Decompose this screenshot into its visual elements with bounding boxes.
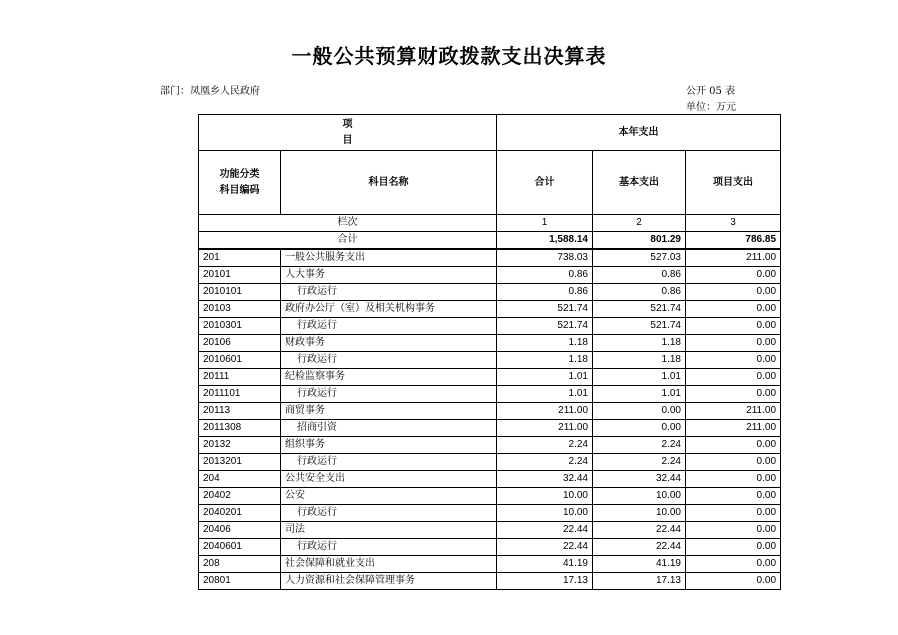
row-project: 0.00 [686,284,781,301]
row-basic: 0.00 [593,403,686,420]
func-code-header-line2: 科目编码 [219,184,260,196]
total-row-total: 1,588.14 [497,232,593,250]
table-row [199,556,781,573]
table-row [199,352,781,369]
row-name: 行政运行 [281,539,497,556]
row-project: 0.00 [686,471,781,488]
row-name: 政府办公厅（室）及相关机构事务 [281,301,497,318]
column-number-3: 3 [686,215,781,232]
table-row [199,437,781,454]
column-number-row [199,215,781,232]
row-project: 0.00 [686,437,781,454]
table-row [199,386,781,403]
row-code: 2010601 [199,352,281,369]
row-basic: 10.00 [593,488,686,505]
item-header-line2: 目 [342,134,353,146]
table-row [199,318,781,335]
row-code: 20101 [199,267,281,284]
column-number-2: 2 [593,215,686,232]
row-basic: 32.44 [593,471,686,488]
row-name: 行政运行 [281,505,497,522]
row-name: 一般公共服务支出 [281,249,497,267]
table-row [199,301,781,318]
row-total: 32.44 [497,471,593,488]
row-name: 行政运行 [281,352,497,369]
row-name: 司法 [281,522,497,539]
func-code-header-line1: 功能分类 [219,168,260,180]
row-basic: 527.03 [593,249,686,267]
row-project: 0.00 [686,573,781,590]
row-name: 行政运行 [281,454,497,471]
unit-label: 单位：万元 [686,102,736,113]
row-total: 1.01 [497,369,593,386]
table-row [199,369,781,386]
row-name: 人力资源和社会保障管理事务 [281,573,497,590]
row-name: 行政运行 [281,284,497,301]
row-project: 0.00 [686,556,781,573]
row-basic: 1.01 [593,386,686,403]
row-project: 0.00 [686,369,781,386]
row-basic: 41.19 [593,556,686,573]
column-label: 栏次 [199,215,497,232]
subject-name-header: 科目名称 [281,151,497,215]
row-basic: 1.18 [593,352,686,369]
row-code: 20113 [199,403,281,420]
total-row-project: 786.85 [686,232,781,250]
row-code: 20111 [199,369,281,386]
row-name: 组织事务 [281,437,497,454]
row-basic: 0.86 [593,267,686,284]
expenditure-table [198,114,781,590]
row-project: 0.00 [686,522,781,539]
item-header-line1: 项 [342,118,353,130]
func-code-header [199,151,281,215]
total-row-basic: 801.29 [593,232,686,250]
row-total: 2.24 [497,454,593,471]
table-row [199,505,781,522]
row-name: 商贸事务 [281,403,497,420]
row-total: 1.18 [497,352,593,369]
row-code: 20103 [199,301,281,318]
row-project: 0.00 [686,301,781,318]
row-basic: 22.44 [593,522,686,539]
project-header: 项目支出 [686,151,781,215]
row-total: 211.00 [497,420,593,437]
row-total: 41.19 [497,556,593,573]
current-year-header: 本年支出 [497,115,781,151]
row-total: 22.44 [497,539,593,556]
item-header [199,115,497,151]
row-code: 20406 [199,522,281,539]
row-total: 521.74 [497,318,593,335]
row-total: 22.44 [497,522,593,539]
row-code: 20801 [199,573,281,590]
row-code: 2040201 [199,505,281,522]
row-code: 208 [199,556,281,573]
row-basic: 2.24 [593,437,686,454]
form-number: 公开 05 表 [686,86,736,97]
row-total: 521.74 [497,301,593,318]
row-code: 204 [199,471,281,488]
table-row [199,335,781,352]
row-name: 财政事务 [281,335,497,352]
table-row [199,420,781,437]
row-basic: 10.00 [593,505,686,522]
row-total: 1.01 [497,386,593,403]
row-project: 0.00 [686,539,781,556]
row-name: 行政运行 [281,386,497,403]
table-row [199,522,781,539]
basic-header: 基本支出 [593,151,686,215]
row-project: 211.00 [686,403,781,420]
table-row [199,454,781,471]
row-name: 招商引资 [281,420,497,437]
row-code: 2011308 [199,420,281,437]
page-title: 一般公共预算财政拨款支出决算表 [291,44,607,68]
row-code: 2013201 [199,454,281,471]
row-project: 0.00 [686,335,781,352]
table-row [199,249,781,267]
row-total: 738.03 [497,249,593,267]
row-total: 211.00 [497,403,593,420]
row-code: 20132 [199,437,281,454]
row-code: 20106 [199,335,281,352]
row-name: 公共安全支出 [281,471,497,488]
row-code: 2010301 [199,318,281,335]
row-project: 211.00 [686,249,781,267]
row-basic: 521.74 [593,318,686,335]
row-code: 20402 [199,488,281,505]
row-total: 0.86 [497,267,593,284]
row-basic: 22.44 [593,539,686,556]
row-project: 0.00 [686,505,781,522]
table-row [199,488,781,505]
row-basic: 1.18 [593,335,686,352]
total-header: 合计 [497,151,593,215]
row-name: 社会保障和就业支出 [281,556,497,573]
total-row-label: 合计 [199,232,497,250]
row-name: 人大事务 [281,267,497,284]
row-basic: 1.01 [593,369,686,386]
row-code: 2011101 [199,386,281,403]
row-name: 行政运行 [281,318,497,335]
row-code: 2010101 [199,284,281,301]
row-project: 0.00 [686,318,781,335]
row-name: 纪检监察事务 [281,369,497,386]
table-row [199,471,781,488]
row-project: 0.00 [686,267,781,284]
table-row [199,284,781,301]
row-basic: 0.00 [593,420,686,437]
table-row [199,403,781,420]
row-project: 0.00 [686,488,781,505]
row-project: 0.00 [686,386,781,403]
total-row [199,232,781,250]
row-basic: 521.74 [593,301,686,318]
table-row [199,573,781,590]
row-basic: 0.86 [593,284,686,301]
row-total: 10.00 [497,505,593,522]
row-project: 0.00 [686,352,781,369]
table-row [199,539,781,556]
row-project: 211.00 [686,420,781,437]
row-total: 0.86 [497,284,593,301]
row-basic: 2.24 [593,454,686,471]
row-total: 1.18 [497,335,593,352]
row-total: 17.13 [497,573,593,590]
row-total: 10.00 [497,488,593,505]
row-basic: 17.13 [593,573,686,590]
department-label: 部门：凤凰乡人民政府 [160,86,260,97]
row-name: 公安 [281,488,497,505]
table-row [199,267,781,284]
row-project: 0.00 [686,454,781,471]
column-number-1: 1 [497,215,593,232]
row-total: 2.24 [497,437,593,454]
row-code: 2040601 [199,539,281,556]
row-code: 201 [199,249,281,267]
